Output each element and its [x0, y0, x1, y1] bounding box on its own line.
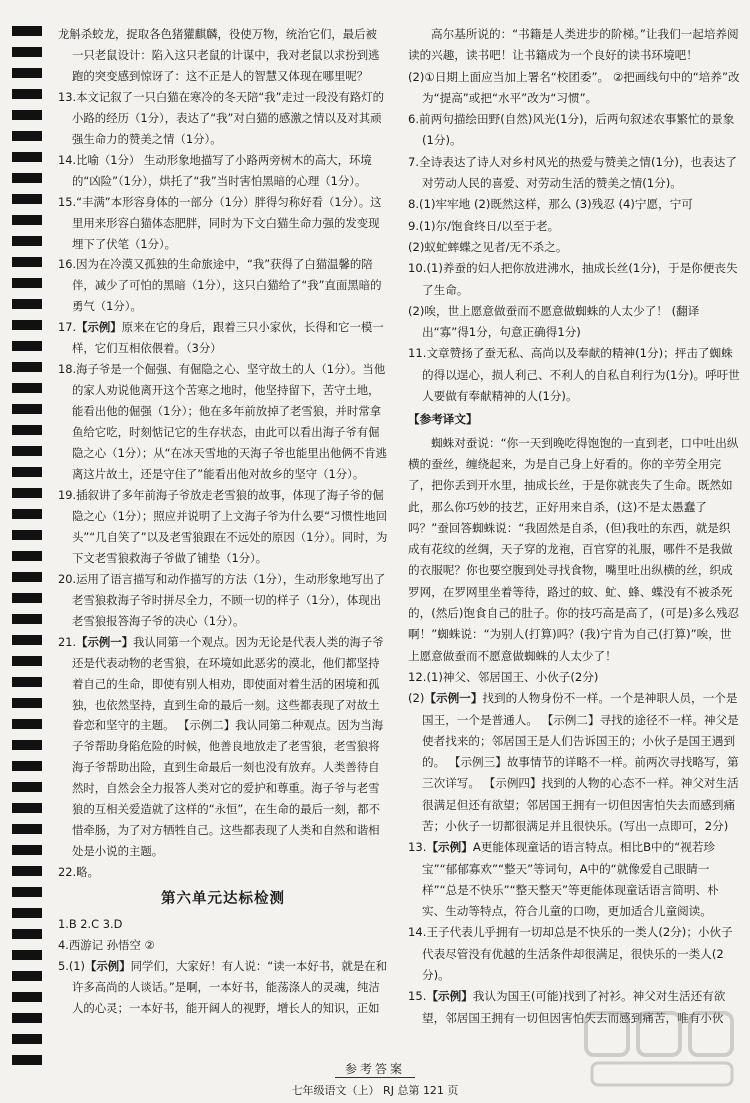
translation-text: [408, 433, 740, 667]
binding-mark: [12, 68, 42, 78]
binding-mark: [12, 383, 42, 393]
binding-mark: [12, 299, 42, 309]
binding-mark: [12, 887, 42, 897]
answer-item: 15.“丰满”本形容身体的一部分（1分）胖得匀称好看（1分）。这里用来形容白猫体态肥胖，同时为下文白猫生命力强的发变现埋下了伏笔（1分）。: [58, 194, 382, 251]
binding-mark: [12, 446, 42, 456]
answer-list-section: [58, 914, 388, 1019]
binding-mark: [12, 194, 42, 204]
binding-mark: [12, 89, 42, 99]
binding-mark: [12, 173, 42, 183]
answer-item: (2)①日期上面应当加上署名“校团委”。 ②把画线句中的“培养”改为“提高”或把“水平”改为“习惯”。: [408, 69, 740, 105]
binding-mark: [12, 47, 42, 57]
binding-mark: [12, 551, 42, 561]
binding-mark: [12, 215, 42, 225]
binding-mark: [12, 572, 42, 582]
footer-page-info: 七年级语文（上） RJ 总第 121 页: [291, 1084, 459, 1097]
binding-mark: [12, 908, 42, 918]
binding-mark: [12, 26, 42, 36]
binding-mark: [12, 1034, 42, 1044]
answer-item: 20.运用了语言描写和动作描写的方法（1分），生动形象地写出了老雪狼救海子爷时拼尽全力，不顾一切的样子（1分），体现出老雪狼报答海子爷的决心（1分）。: [58, 571, 386, 628]
binding-mark: [12, 131, 42, 141]
answer-list-left: [58, 24, 388, 883]
answer-item: 22.略。: [58, 865, 99, 880]
answer-item: 13.本文记叙了一只白猫在寒冷的冬天陪“我”走过一段没有路灯的小路的经历（1分），表达了“我”对白猫的感激之情以及对其顽强生命力的赞美之情（1分）。: [58, 89, 385, 146]
answer-item: 17.【示例】原来在它的身后，跟着三只小家伙，长得和它一模一样，它们互相依偎着。（3分）: [58, 320, 384, 356]
answer-item: (2)【示例一】找到的人物身份不一样。一个是神职人员，一个是国王，一个是普通人。 【示例二】寻找的途径不一样。神父是使者找来的；邻居国王是人们告诉国王的；小伙子是国王遇到的。 【示例三】故事情节的详略不一样。前两次寻找略写，第三次详写。 【示例四】找到的人物的心态不一样。神父对生活很满足但还有欲望；邻居国王拥有一切但因害怕失去而感到痛苦；小伙子一切都很满足并且很快乐。(写出一点即可，2分): [408, 691, 739, 833]
footer-label: 参考答案: [335, 1060, 415, 1078]
answer-item: 7.全诗表达了诗人对乡村风光的热爱与赞美之情(1分)，也表达了对劳动人民的喜爱、对劳动生活的赞美之情(1分)。: [408, 154, 737, 191]
binding-mark: [12, 110, 42, 120]
answer-item: 6.前两句描绘田野(自然)风光(1分)，后两句叙述农事繁忙的景象(1分)。: [408, 112, 735, 148]
answer-item: 龙斛杀蛟龙，捉取各色猪獾麒麟，役使万物，统治它们，最后被一只老鼠设计：陷入这只老鼠的计谋中，我对老鼠以求扮到逃跑的突变感到惊讶了：这不正是人的智慧又体现在哪里呢？: [58, 27, 380, 83]
answer-item: 13.【示例】A更能体现童话的语言特点。相比B中的“视若珍宝”“郁郁寡欢”“整天”等词句，A中的“就像爱自己眼睛一样”“总是不快乐”“整天整天”等更能体现童话语言简明、朴实、生动等特点，符合儿童的口吻，更加适合儿童阅读。: [408, 840, 719, 919]
answer-item: 1.B 2.C 3.D: [58, 917, 123, 932]
section-title: 第六单元达标检测: [161, 891, 285, 908]
answer-item: 21.【示例一】我认同第一个观点。因为无论是代表人类的海子爷还是代表动物的老雪狼，在环境如此恶劣的漠北，他们都坚持着自己的生命，即使有别人相劝，即使面对着生活的困境和孤独，也依然坚持，直到生命的最后一刻。这些都表现了对故土眷恋和坚守的主题。 【示例二】我认同第二种观点。因为当海子爷帮助身陷危险的时候，他善良地放走了老雪狼，老雪狼将海子爷帮助出险，直到生命最后一刻也没有放弃。人类善待自然时，自然会全力报答人类对它的爱护和尊重。海子爷与老雪狼的互相关爱造就了这样的“永恒”，在生命的最后一刻，都不惜牵肠，为了对方牺牲自己。这些都表现了人类和自然和谐相处是小说的主题。: [58, 634, 384, 859]
binding-mark: [12, 1013, 42, 1023]
binding-mark: [12, 635, 42, 645]
binding-mark: [12, 341, 42, 351]
binding-mark: [12, 677, 42, 687]
binding-mark: [12, 719, 42, 729]
binding-mark: [12, 509, 42, 519]
binding-mark: [12, 656, 42, 666]
answer-item: 高尔基所说的：“书籍是人类进步的阶梯。”让我们一起培养阅读的兴趣，读书吧！让书籍成为一个良好的读书环境吧！: [408, 27, 739, 63]
answer-item: 14.王子代表儿乎拥有一切却总是不快乐的一类人(2分)；小伙子代表尽管没有优越的生活条件却很满足，很快乐的一类人(2分)。: [408, 925, 733, 983]
answer-list-right: [408, 24, 740, 407]
binding-mark: [12, 425, 42, 435]
answer-item: 16.因为在冷漠又孤独的生命旅途中，“我”获得了白猫温馨的陪伴，减少了可怕的黑暗（1分），这只白猫给了“我”直面黑暗的勇气（1分）。: [58, 257, 382, 314]
answer-list-right-continued: [408, 667, 740, 1029]
binding-mark: [12, 152, 42, 162]
answer-item: 9.(1)尔/饱食终日/以至于老。: [408, 218, 560, 233]
binding-mark: [12, 362, 42, 372]
answer-item: 10.(1)养蚕的妇人把你放进沸水，抽成长丝(1分)，于是你便丧失了生命。: [408, 261, 738, 297]
binding-mark: [12, 530, 42, 540]
binding-mark: [12, 236, 42, 246]
answer-item: 8.(1)牢牢地 (2)既然这样，那么 (3)残忍 (4)宁愿，宁可: [408, 197, 693, 212]
binding-mark: [12, 278, 42, 288]
binding-mark: [12, 950, 42, 960]
binding-mark: [12, 593, 42, 603]
answer-item: (2)蚁虻蟀蝶之见者/无不杀之。: [408, 239, 568, 254]
binding-mark: [12, 824, 42, 834]
binding-mark: [12, 971, 42, 981]
watermark-logo: [582, 1005, 742, 1095]
answer-item: 19.插叙讲了多年前海子爷放走老雪狼的故事，体现了海子爷的倔隐之心（1分）；照应并说明了上文海子爷为什么要“习惯性地回头”“几自笑了”以及老雪狼跟在不远处的原因（1分）。同时，为下文老雪狼救海子爷做了铺垫（1分）。: [58, 487, 388, 565]
translation-heading: 【参考译文】: [408, 412, 478, 427]
binding-mark: [12, 761, 42, 771]
binding-mark: [12, 929, 42, 939]
binding-marks: [12, 26, 50, 1076]
answer-item: 12.(1)神父、邻居国王、小伙子(2分): [408, 669, 599, 684]
answer-item: 5.(1)【示例】同学们，大家好！有人说：“读一本好书，就是在和许多高尚的人谈话。”是啊，一本好书，能荡涤人的灵魂，纯洁人的心灵；一本好书，能开阔人的视野，增长人的知识，正如: [58, 958, 388, 1015]
binding-mark: [12, 782, 42, 792]
answer-item: 15.【示例】我认为国王(可能)找到了衬衫。神父对生活还有欲望，邻居国王拥有一切但因害怕失去而感到痛苦，唯有小伙: [408, 989, 726, 1025]
left-column: [58, 24, 388, 1019]
answer-item: 18.海子爷是一个倔强、有倔隐之心、坚守故土的人（1分）。当他的家人劝说他离开这个苦寒之地时，他坚持留下，苦守土地，能看出他的倔强（1分）；他在多年前放掉了老雪狼，并时常拿鱼给它吃，时刻惦记它的生存状态，由此可以看出海子爷有倔隐之心（1分）；从“在冰天雪地的天海子爷也能里出他俩不肯逃离这片故土，还是守住了”能看出他对故乡的坚守（1分）。: [58, 362, 387, 482]
binding-mark: [12, 614, 42, 624]
answer-item: 11.文章赞扬了蚕无私、高尚以及奉献的精神(1分)；抨击了蜘蛛的得以逞心，损人利己、不利人的自私自利行为(1分)。呼吁世人要做有奉献精神的人(1分)。: [408, 346, 740, 404]
binding-mark: [12, 404, 42, 414]
answer-item: (2)唉，世上愿意做蚕而不愿意做蜘蛛的人太少了！ (翻译出“寡”得1分，句意正确得1分): [408, 303, 700, 340]
binding-mark: [12, 467, 42, 477]
binding-mark: [12, 866, 42, 876]
answer-item: 14.比喻（1分） 生动形象地描写了小路两旁树木的高大，环境的“凶险”（1分），烘托了“我”当时害怕黑暗的心理（1分）。: [58, 152, 372, 188]
binding-mark: [12, 992, 42, 1002]
answer-item: 4.西游记 孙悟空 ②: [58, 937, 155, 952]
binding-mark: [12, 803, 42, 813]
binding-mark: [12, 320, 42, 330]
binding-mark: [12, 845, 42, 855]
binding-mark: [12, 740, 42, 750]
binding-mark: [12, 698, 42, 708]
binding-mark: [12, 488, 42, 498]
answer-item: 蜘蛛对蚕说：“你一天到晚吃得饱饱的一直到老，口中吐出纵横的蚕丝，缠绕起来，为是自己身上好看的。你的辛劳全用完了，把你丢到开水里，抽成长丝，于是你就丧失了生命。既然如此，那么你巧妙的技艺，正好用来自杀，(这)不是太愚蠢了吗？”蚕回答蜘蛛说：“我固然是自杀，(但)我吐的东西，就是织成有花纹的丝绸，天子穿的龙袍，百官穿的礼服，哪件不是我做的衣服呢？你也要空腹到处寻找食物，嘴里吐出纵横的丝，织成罗网，在罗网里坐着等待，路过的蚊、虻、蜂、蝶没有不被杀死的，(然后)饱食自己的肚子。你的技巧高是高了，(可是)多么残忍啊！”蜘蛛说：“为别人(打算)吗？(我)宁肯为自己(打算)”唉，世上愿意做蚕而不愿意做蜘蛛的人太少了！: [408, 435, 740, 663]
right-column: [408, 24, 740, 1029]
binding-mark: [12, 257, 42, 267]
